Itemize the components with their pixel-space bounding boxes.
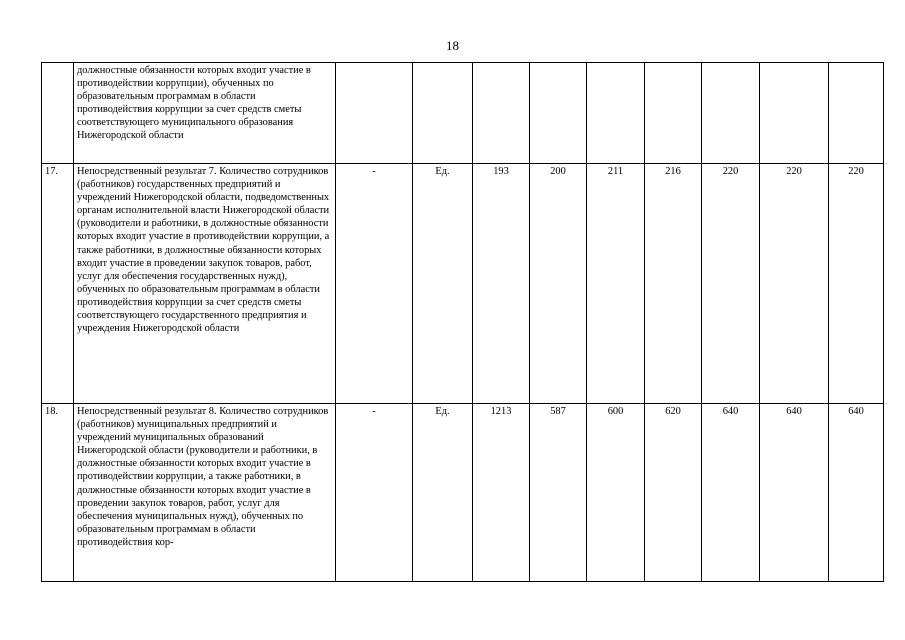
value-cell: 620 (645, 404, 702, 582)
value-cell (530, 63, 587, 164)
unit-cell (413, 63, 473, 164)
unit-cell: Ед. (413, 164, 473, 404)
value-cell (587, 63, 645, 164)
dash-cell (336, 63, 413, 164)
description-cell: должностные обязанности которых входит участие в противодействии коррупции), обученных по образовательным программам в области противодействия коррупции за счет средств сметы соответствующего муниципального образования Нижегородской области (74, 63, 336, 164)
dash-cell: - (336, 404, 413, 582)
value-cell (702, 63, 760, 164)
description-cell: Непосредственный результат 7. Количество сотрудников (работников) государственных предприятий и учреждений Нижегородской области, подведомственных органам исполнительной власти Нижегородской области (руководители и работники, в должностные обязанности которых входит участие в противодействии коррупции, а также работники, в должностные обязанности которых входит участие в проведении закупок товаров, работ, услуг для обеспечения государственных нужд), обученных по образовательным программам в области противодействия коррупции за счет средств сметы соответствующего государственного предприятия и учреждения Нижегородской области (74, 164, 336, 404)
table-row (42, 404, 884, 582)
value-cell (760, 63, 829, 164)
value-cell: 211 (587, 164, 645, 404)
value-cell: 200 (530, 164, 587, 404)
value-cell: 1213 (473, 404, 530, 582)
value-cell: 216 (645, 164, 702, 404)
value-cell: 640 (829, 404, 884, 582)
value-cell: 220 (702, 164, 760, 404)
value-cell: 193 (473, 164, 530, 404)
value-cell: 640 (760, 404, 829, 582)
value-cell (645, 63, 702, 164)
table-row (42, 164, 884, 404)
value-cell: 640 (702, 404, 760, 582)
value-cell (473, 63, 530, 164)
row-number-cell: 17. (42, 164, 74, 404)
table-row (42, 63, 884, 164)
unit-cell: Ед. (413, 404, 473, 582)
row-number-cell (42, 63, 74, 164)
value-cell (829, 63, 884, 164)
value-cell: 600 (587, 404, 645, 582)
row-number-cell: 18. (42, 404, 74, 582)
results-table (41, 62, 884, 582)
value-cell: 220 (829, 164, 884, 404)
page-number: 18 (446, 38, 459, 53)
value-cell: 587 (530, 404, 587, 582)
value-cell: 220 (760, 164, 829, 404)
description-cell: Непосредственный результат 8. Количество сотрудников (работников) муниципальных предприятий и учреждений муниципальных образований Нижегородской области (руководители и работники, в должностные обязанности которых входит участие в противодействии коррупции, а также работники, в должностные обязанности которых входит участие в проведении закупок товаров, работ, услуг для обеспечения муниципальных нужд), обученных по образовательным программам в области противодействия кор- (74, 404, 336, 582)
dash-cell: - (336, 164, 413, 404)
